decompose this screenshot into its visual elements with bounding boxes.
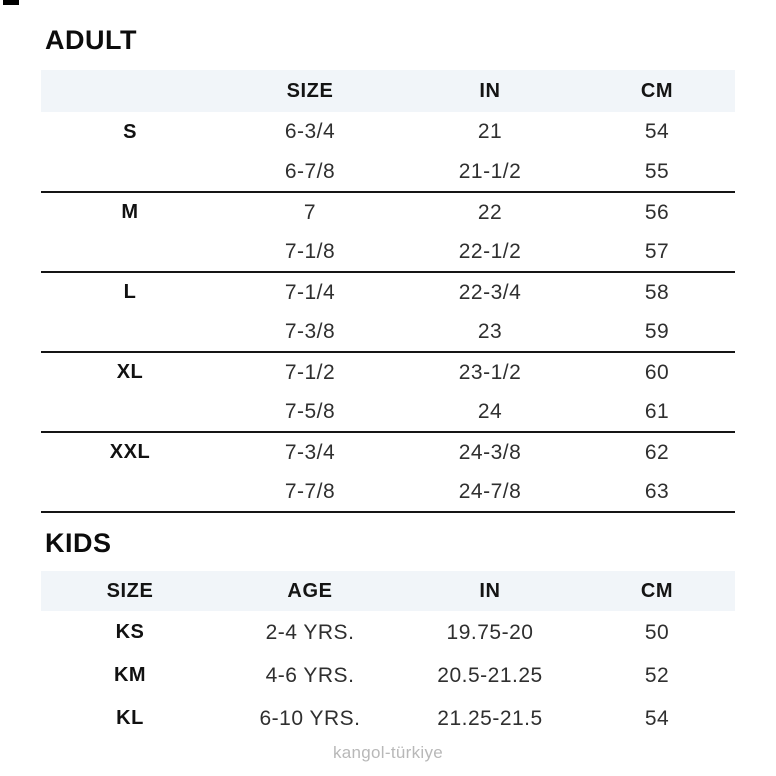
age-value: 2-4 YRS. [265, 620, 355, 644]
in-value: 24-3/8 [458, 440, 522, 464]
cm-value: 54 [644, 706, 670, 730]
table-row [41, 654, 735, 697]
kids-table-header-row [41, 571, 735, 611]
table-row [41, 192, 735, 232]
in-value: 23-1/2 [458, 360, 522, 384]
table-row [41, 152, 735, 192]
table-row [41, 352, 735, 392]
size-value: 7 [303, 200, 317, 224]
in-value: 21 [477, 120, 503, 143]
cropped-edge-artifact [3, 0, 19, 5]
size-label: KM [113, 664, 147, 686]
size-label: M [121, 201, 139, 223]
kids-header-size: SIZE [41, 571, 219, 611]
table-row [41, 272, 735, 312]
in-value: 23 [401, 312, 579, 352]
cm-value: 59 [579, 312, 735, 352]
in-value: 22 [477, 200, 503, 224]
table-row [41, 312, 735, 352]
size-value: 7-3/4 [284, 440, 336, 464]
cm-value: 55 [579, 152, 735, 192]
size-value: 6-3/4 [284, 120, 336, 143]
table-row [41, 472, 735, 512]
kids-header-cm: CM [579, 571, 735, 611]
adult-section-title: ADULT [45, 25, 137, 55]
in-value: 20.5-21.25 [437, 663, 543, 687]
cm-value: 57 [579, 232, 735, 272]
adult-size-table [41, 70, 735, 513]
size-value: 7-3/8 [219, 312, 401, 352]
size-label [41, 472, 219, 512]
kids-size-table [41, 571, 735, 740]
kids-header-age: AGE [219, 571, 401, 611]
size-label: XL [116, 361, 144, 383]
age-value: 6-10 YRS. [259, 706, 361, 730]
table-row [41, 392, 735, 432]
cm-value: 56 [644, 200, 670, 224]
cm-value: 62 [644, 440, 670, 464]
adult-table-header-row [41, 70, 735, 112]
cm-value: 63 [579, 472, 735, 512]
adult-header-in: IN [401, 70, 579, 112]
size-label [41, 232, 219, 272]
size-label: L [123, 281, 137, 303]
cm-value: 61 [579, 392, 735, 432]
in-value: 24 [401, 392, 579, 432]
adult-header-size: SIZE [219, 70, 401, 112]
in-value: 21-1/2 [401, 152, 579, 192]
size-label: XXL [109, 441, 151, 463]
size-value: 7-5/8 [219, 392, 401, 432]
table-row [41, 432, 735, 472]
in-value: 19.75-20 [446, 620, 534, 644]
table-row [41, 697, 735, 740]
size-value: 6-7/8 [219, 152, 401, 192]
cm-value: 52 [644, 663, 670, 687]
size-value: 7-1/2 [284, 360, 336, 384]
size-value: 7-7/8 [219, 472, 401, 512]
size-label [41, 312, 219, 352]
size-label [41, 152, 219, 192]
in-value: 21.25-21.5 [437, 706, 543, 730]
cm-value: 60 [644, 360, 670, 384]
adult-header-blank [41, 70, 219, 112]
size-label [41, 392, 219, 432]
cm-value: 54 [644, 120, 670, 143]
kids-section-title: KIDS [45, 528, 112, 558]
table-row [41, 232, 735, 272]
size-label: KS [115, 621, 145, 643]
size-label: S [123, 120, 137, 143]
table-row [41, 611, 735, 654]
size-value: 7-1/8 [219, 232, 401, 272]
table-row [41, 112, 735, 152]
watermark-text: kangol-türkiye [332, 743, 444, 762]
cm-value: 58 [644, 280, 670, 304]
in-value: 22-1/2 [401, 232, 579, 272]
age-value: 4-6 YRS. [265, 663, 355, 687]
in-value: 22-3/4 [458, 280, 522, 304]
kids-header-in: IN [401, 571, 579, 611]
size-label: KL [116, 707, 144, 729]
in-value: 24-7/8 [401, 472, 579, 512]
size-value: 7-1/4 [284, 280, 336, 304]
adult-header-cm: CM [579, 70, 735, 112]
cm-value: 50 [644, 620, 670, 644]
